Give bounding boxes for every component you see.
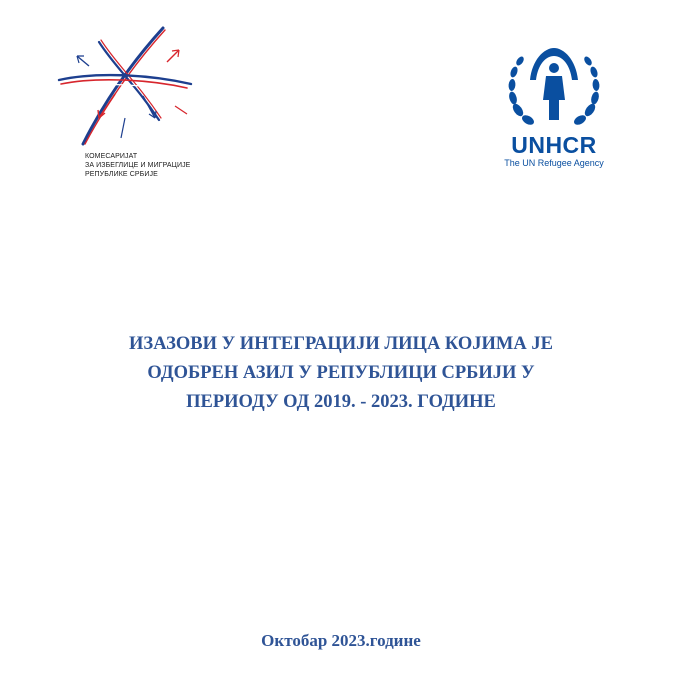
- commissariat-logo-text: [85, 152, 190, 179]
- commissariat-line-3: РЕПУБЛИКЕ СРБИЈЕ: [85, 171, 158, 178]
- unhcr-tagline: The UN Refugee Agency: [504, 158, 604, 168]
- document-title: [60, 330, 622, 417]
- unhcr-emblem-icon: [504, 40, 604, 130]
- title-line-1: ИЗАЗОВИ У ИНТЕГРАЦИЈИ ЛИЦА КОЈИМА ЈЕ: [129, 334, 553, 354]
- commissariat-line-2: ЗА ИЗБЕГЛИЦЕ И МИГРАЦИЈЕ: [85, 162, 191, 169]
- document-date: Октобар 2023.године: [261, 631, 421, 650]
- title-line-3: ПЕРИОДУ ОД 2019. - 2023. ГОДИНЕ: [186, 392, 496, 412]
- commissariat-line-1: КОМЕСАРИЈАТ: [85, 153, 138, 160]
- commissariat-logo: [55, 22, 205, 177]
- unhcr-wordmark: UNHCR: [511, 132, 597, 158]
- commissariat-logo-icon: [55, 22, 195, 147]
- title-line-2: ОДОБРЕН АЗИЛ У РЕПУБЛИЦИ СРБИЈИ У: [147, 363, 535, 383]
- unhcr-logo: [498, 40, 610, 170]
